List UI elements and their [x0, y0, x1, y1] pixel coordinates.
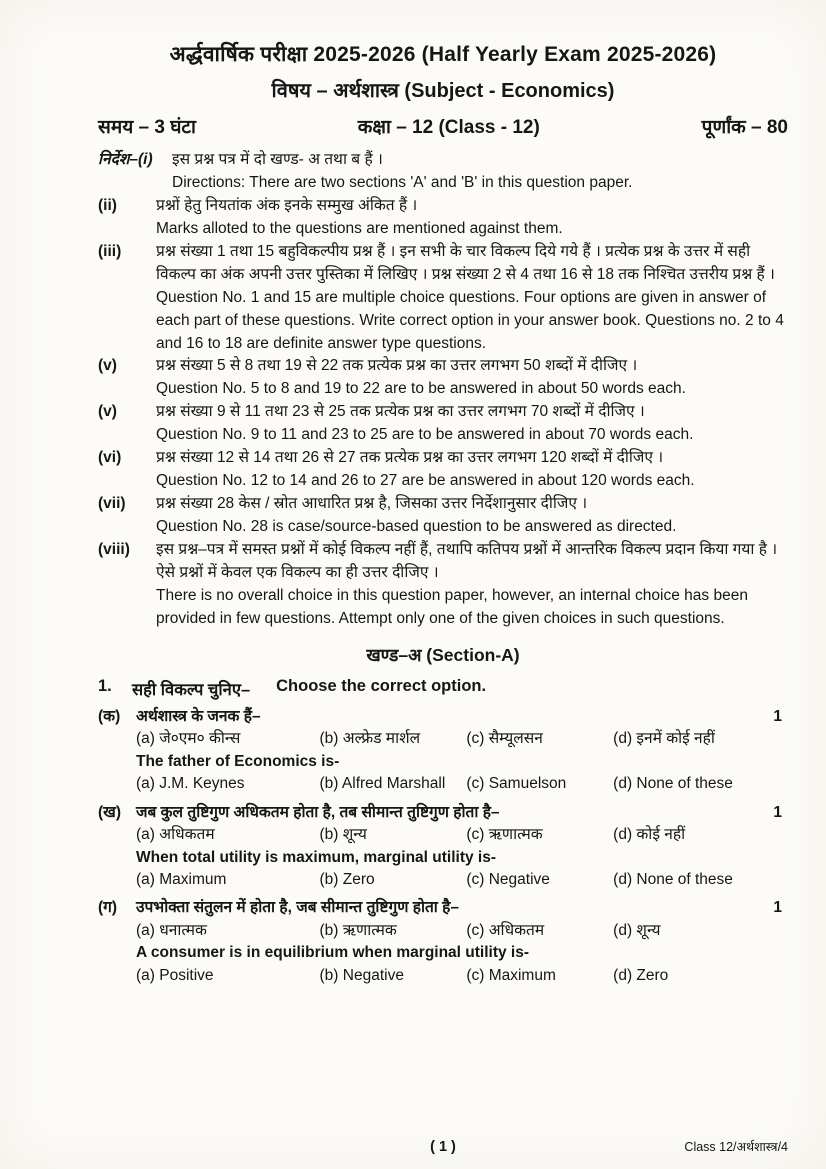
option-a-hindi: (a) धनात्मक: [136, 921, 207, 939]
option-b-english: (b) Zero: [319, 870, 375, 888]
paper-code: Class 12/अर्थशास्त्र/4: [684, 1140, 788, 1154]
instruction-label: निर्देश–(i): [98, 151, 153, 168]
option-d-english: (d) None of these: [613, 775, 733, 793]
options-english-row: [136, 869, 788, 891]
part-question-english: A consumer is in equilibrium when marginal utility is-: [136, 944, 530, 962]
option-c-hindi: (c) ऋणात्मक: [466, 826, 543, 844]
instruction-english: Question No. 9 to 11 and 23 to 25 are to be answered in about 70 words each.: [156, 426, 694, 444]
instruction-item: [98, 355, 788, 401]
option-c-hindi: (c) अधिकतम: [466, 921, 545, 939]
exam-max-marks: पूर्णांक – 80: [701, 117, 788, 138]
paper-header: [98, 40, 788, 139]
question-part-ga: [98, 897, 788, 987]
exam-time: समय – 3 घंटा: [98, 117, 196, 138]
instruction-label: (ii): [98, 196, 117, 214]
instruction-item: [98, 447, 788, 493]
page-footer: [98, 1139, 788, 1155]
instruction-hindi: प्रश्न संख्या 1 तथा 15 बहुविकल्पीय प्रश्न हैं । इन सभी के चार विकल्प दिये गये हैं । प्रत्येक प्रश्न के उत्तर में सही विकल्प का अंक अपनी उत्तर पुस्तिका में लिखिए । प्रश्न संख्या 2 से 4 तथा 16 से 18 तक निश्चित उत्तरीय प्रश्न हैं ।: [156, 242, 775, 283]
instruction-item: [98, 195, 788, 241]
part-question-english: When total utility is maximum, marginal utility is-: [136, 848, 496, 866]
option-a-english: (a) Maximum: [136, 870, 227, 888]
option-c-english: (c) Negative: [466, 870, 550, 888]
instruction-item: [98, 401, 788, 447]
question-prompt-english: Choose the correct option.: [276, 676, 487, 695]
options-english-row: [136, 773, 788, 795]
option-a-english: (a) Positive: [136, 966, 214, 984]
part-question-hindi: उपभोक्ता संतुलन में होता है, जब सीमान्त तुष्टिगुण होता है–: [136, 899, 459, 917]
option-b-english: (b) Negative: [319, 966, 404, 984]
options-hindi-row: [136, 728, 788, 750]
instruction-item: [98, 241, 788, 356]
option-a-english: (a) J.M. Keynes: [136, 775, 245, 793]
instruction-item: [98, 149, 788, 195]
option-c-hindi: (c) सैम्यूलसन: [466, 730, 543, 748]
option-b-hindi: (b) शून्य: [319, 826, 367, 844]
part-marks: 1: [773, 707, 782, 725]
instruction-hindi: इस प्रश्न पत्र में दो खण्ड- अ तथा ब हैं ।: [172, 151, 383, 168]
instruction-english: Question No. 1 and 15 are multiple choice questions. Four options are given in answer of each part of these questions. Write correct option in your answer book. Questions no. 2 to 4 and 16 to 18 are definite answer type questions.: [156, 288, 784, 352]
option-d-hindi: (d) शून्य: [613, 921, 661, 939]
instruction-hindi: प्रश्न संख्या 9 से 11 तथा 23 से 25 तक प्रत्येक प्रश्न का उत्तर लगभग 70 शब्दों में दीजिए ।: [156, 403, 645, 421]
question-1-heading: [98, 677, 788, 700]
part-label: (क): [98, 707, 121, 725]
instructions-list: [98, 149, 788, 631]
instruction-item: [98, 539, 788, 631]
instruction-english: Question No. 5 to 8 and 19 to 22 are to be answered in about 50 words each.: [156, 380, 686, 398]
instruction-label: (v): [98, 357, 117, 375]
option-c-english: (c) Samuelson: [466, 775, 567, 793]
options-hindi-row: [136, 824, 788, 846]
option-d-hindi: (d) इनमें कोई नहीं: [613, 730, 715, 748]
exam-meta-row: [98, 113, 788, 139]
option-a-hindi: (a) जे०एम० कीन्स: [136, 730, 241, 748]
section-a-title: खण्ड–अ (Section-A): [366, 644, 520, 665]
option-b-hindi: (b) अल्फ्रेड मार्शल: [319, 730, 421, 748]
question-prompt-hindi: सही विकल्प चुनिए–: [132, 680, 251, 699]
question-number: 1.: [98, 676, 112, 695]
subject-title: विषय – अर्थशास्त्र (Subject - Economics): [271, 80, 615, 102]
instruction-label: (viii): [98, 540, 130, 558]
part-marks: 1: [773, 899, 782, 917]
question-part-kha: [98, 802, 788, 892]
instruction-label: (v): [98, 403, 117, 421]
instruction-english: There is no overall choice in this question paper, however, an internal choice has been provided in few questions. Attempt only one of the given choices in such questions.: [156, 586, 748, 627]
instruction-english: Question No. 28 is case/source-based question to be answered as directed.: [156, 518, 677, 535]
option-c-english: (c) Maximum: [466, 966, 556, 984]
option-b-english: (b) Alfred Marshall: [319, 775, 446, 793]
instruction-hindi: प्रश्न संख्या 5 से 8 तथा 19 से 22 तक प्रत्येक प्रश्न का उत्तर लगभग 50 शब्दों में दीजिए ।: [156, 357, 638, 375]
page-number: ( 1 ): [430, 1139, 456, 1155]
instruction-english: Directions: There are two sections 'A' and 'B' in this question paper.: [172, 173, 633, 191]
instruction-hindi: प्रश्न संख्या 12 से 14 तथा 26 से 27 तक प्रत्येक प्रश्न का उत्तर लगभग 120 शब्दों में दीजिए ।: [156, 449, 664, 467]
option-d-english: (d) Zero: [613, 966, 669, 984]
exam-class: कक्षा – 12 (Class - 12): [357, 117, 540, 138]
instruction-hindi: प्रश्न संख्या 28 केस / स्रोत आधारित प्रश्न है, जिसका उत्तर निर्देशानुसार दीजिए ।: [156, 495, 588, 513]
question-part-ka: [98, 706, 788, 796]
exam-title: अर्द्धवार्षिक परीक्षा 2025-2026 (Half Yearly Exam 2025-2026): [169, 43, 717, 66]
options-hindi-row: [136, 920, 788, 942]
instruction-label: (vi): [98, 449, 122, 467]
options-english-row: [136, 965, 788, 987]
instruction-english: Marks alloted to the questions are mentioned against them.: [156, 219, 563, 237]
instruction-english: Question No. 12 to 14 and 26 to 27 are be answered in about 120 words each.: [156, 472, 695, 490]
option-b-hindi: (b) ऋणात्मक: [319, 921, 397, 939]
instruction-item: [98, 493, 788, 539]
instruction-hindi: इस प्रश्न–पत्र में समस्त प्रश्नों में कोई विकल्प नहीं हैं, तथापि कतिपय प्रश्नों में आन्तरिक विकल्प प्रदान किया गया है । ऐसे प्रश्नों में केवल एक विकल्प का ही उत्तर दीजिए ।: [156, 540, 778, 581]
part-question-hindi: जब कुल तुष्टिगुण अधिकतम होता है, तब सीमान्त तुष्टिगुण होता है–: [136, 803, 500, 821]
option-d-hindi: (d) कोई नहीं: [613, 826, 686, 844]
instruction-label: (vii): [98, 495, 126, 513]
instruction-label: (iii): [98, 242, 122, 260]
instruction-hindi: प्रश्नों हेतु नियतांक अंक इनके सम्मुख अंकित हैं ।: [156, 196, 418, 214]
part-label: (ख): [98, 803, 122, 821]
part-label: (ग): [98, 899, 118, 917]
part-question-english: The father of Economics is-: [136, 752, 340, 770]
option-d-english: (d) None of these: [613, 870, 733, 888]
part-marks: 1: [773, 803, 782, 821]
option-a-hindi: (a) अधिकतम: [136, 826, 215, 844]
part-question-hindi: अर्थशास्त्र के जनक हैं–: [136, 707, 261, 725]
